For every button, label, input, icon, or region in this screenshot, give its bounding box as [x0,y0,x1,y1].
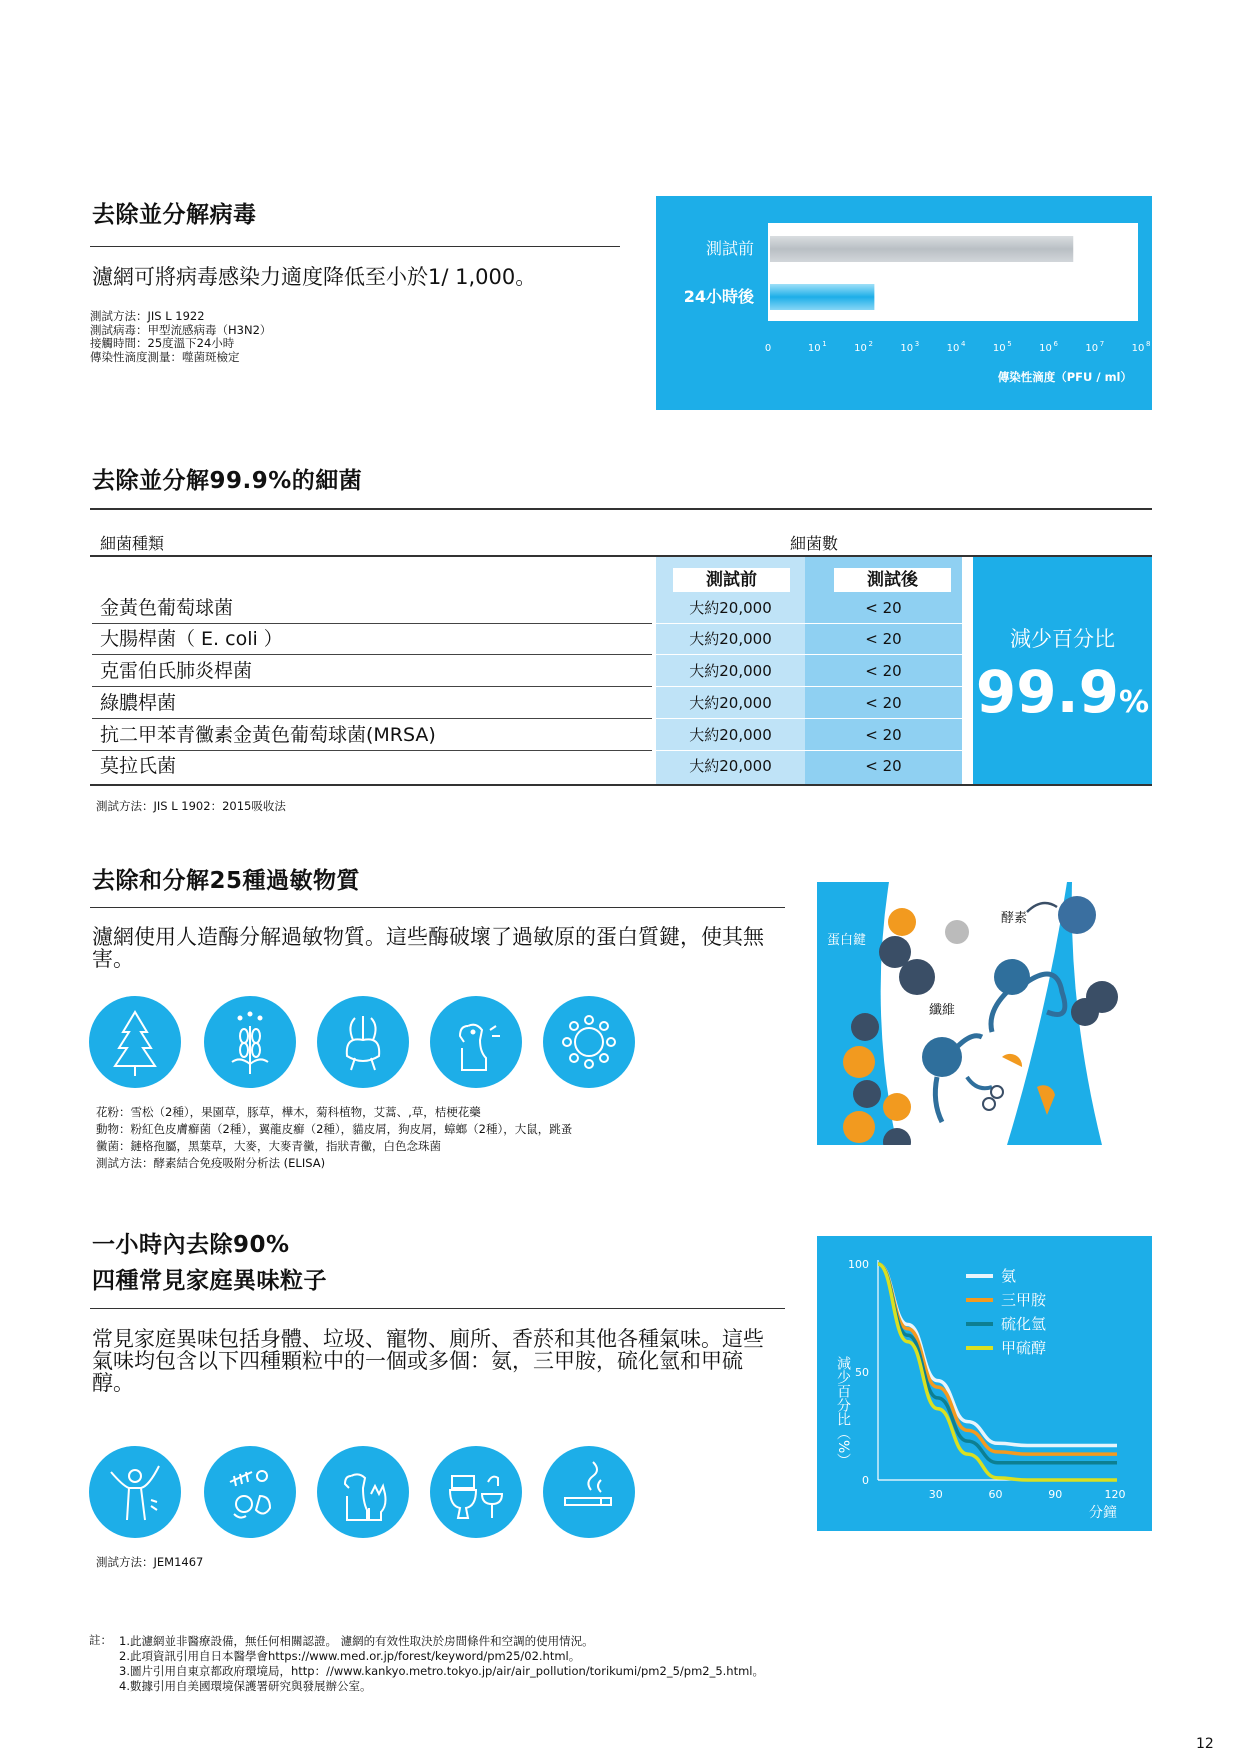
after-count: < 20 [805,755,962,785]
tree-icon [89,996,181,1088]
bacteria-rule-top [90,508,1152,510]
footer-prefix: 註： [89,1633,112,1647]
virus-tick-label: 10 [1085,343,1099,354]
virus-tick-exponent: 3 [914,340,920,348]
odor-legend-label: 三甲胺 [1001,1291,1047,1309]
virus-tick-exponent: 6 [1053,340,1058,348]
allergen-rule [90,907,785,908]
before-header: 測試前 [673,568,790,592]
odor-title-1: 一小時內去除90% [92,1232,290,1258]
odor-xtick: 90 [1048,1488,1063,1501]
reduction-number: 99.9 [975,658,1120,726]
before-count: 大約20,000 [656,597,805,627]
virus-tick-label: 10 [807,343,821,354]
virus-tick-exponent: 1 [822,340,827,348]
before-count: 大約20,000 [656,755,805,785]
bacteria-col-count: 細菌數 [790,534,839,553]
cell-divider [656,623,962,624]
before-count: 大約20,000 [656,660,805,690]
virus-tick-exponent: 8 [1146,340,1151,348]
cell-divider [656,686,962,687]
virus-tick-label: 10 [854,343,867,354]
virus-tick-label: 10 [1131,343,1145,354]
virus-tick-exponent: 2 [868,340,873,348]
label-fiber: 纖維 [929,1003,956,1018]
odor-xtick: 30 [928,1488,943,1501]
virus-bar-label: 24小時後 [683,287,754,306]
odor-xlabel: 分鐘 [1089,1505,1117,1521]
bacteria-name: 抗二甲苯青黴素金黃色葡萄球菌(MRSA) [100,724,436,746]
footer-note: 4.數據引用自美國環境保護署研究與發展辦公室。 [119,1679,372,1693]
odor-title-2: 四種常見家庭異味粒子 [92,1268,327,1294]
virus-tick-label: 10 [992,343,1006,354]
bacteria-name: 綠膿桿菌 [100,692,177,714]
bacteria-name: 大腸桿菌（ E. coli ） [100,628,283,650]
odor-xtick: 120 [1104,1488,1126,1501]
bacteria-name: 金黃色葡萄球菌 [100,597,234,619]
odor-series-line [878,1264,1117,1463]
after-count: < 20 [805,660,962,690]
odor-series-line [878,1264,1117,1480]
before-count: 大約20,000 [656,724,805,754]
odor-chart [817,1236,1152,1531]
allergen-note: 測試方法：酵素結合免疫吸附分析法 (ELISA) [96,1156,326,1170]
odor-lead: 常見家庭異味包括身體、垃圾、寵物、廁所、香菸和其他各種氣味。這些氣味均包含以下四種顆粒中的一個或多個：氨，三甲胺，硫化氫和甲硫醇。 [92,1327,764,1395]
virus-note: 測試方法：JIS L 1922 [90,309,205,323]
pets-icon [317,1446,409,1538]
after-count: < 20 [805,724,962,754]
virus-tick-exponent: 5 [1007,340,1012,348]
virus-tick-exponent: 7 [1099,340,1105,348]
allergen-notes [96,1104,572,1172]
after-count: < 20 [805,628,962,658]
cigarette-icon [543,1446,635,1538]
virus-tick-label: 10 [900,343,914,354]
odor-rule [90,1308,785,1309]
virus-lead: 濾網可將病毒感染力適度降低至小於1/ 1,000。 [92,265,537,289]
before-count: 大約20,000 [656,628,805,658]
allergen-note: 黴菌：鏈格孢屬，黑葉草，大麥，大麥青黴，指狀青黴，白色念珠菌 [96,1139,441,1153]
cell-divider [656,654,962,655]
virus-note: 接觸時間：25度溫下24小時 [90,336,235,350]
virus-xlabel: 傳染性滴度（PFU / ml） [997,370,1132,384]
odor-ylabel: 減少百分比（%） [835,1356,851,1468]
bacteria-method: 測試方法：JIS L 1902：2015吸收法 [96,799,286,813]
after-count: < 20 [805,692,962,722]
allergen-note: 動物：粉紅色皮膚癬菌（2種），翼龍皮癬（2種），貓皮屑，狗皮屑，蟑螂（2種），大鼠，跳蚤 [96,1122,573,1136]
reduction-unit: % [1119,685,1150,720]
before-count: 大約20,000 [656,692,805,722]
odor-chart-panel [817,1236,1152,1531]
virus-tick-label: 10 [1039,343,1052,354]
virus-note: 測試病毒：甲型流感病毒（H3N2） [90,322,272,337]
label-protein: 蛋白鍵 [827,933,867,948]
reduction-value [973,658,1152,726]
odor-legend-label: 硫化氫 [1001,1315,1047,1333]
footer-notes [119,1634,764,1694]
virus-tick-exponent: 4 [961,340,966,348]
row-divider [92,686,652,687]
row-divider [92,654,652,655]
footer-note: 2.此項資訊引用自日本醫學會https://www.med.or.jp/forest/keyword/pm25/02.html。 [119,1649,581,1663]
bacteria-col-type: 細菌種類 [100,534,165,553]
virus-chart-panel [656,196,1152,410]
dog-icon [430,996,522,1088]
virus-tick-label: 10 [946,343,960,354]
allergen-title: 去除和分解25種過敏物質 [92,868,361,894]
virus-tick-label: 0 [764,343,772,354]
garbage-icon [204,1446,296,1538]
odor-ytick: 0 [862,1474,869,1487]
bacteria-name: 莫拉氏菌 [100,755,177,777]
mold-icon [543,996,635,1088]
odor-ytick: 50 [855,1366,869,1379]
odor-ytick: 100 [848,1258,869,1271]
page-number: 12 [1196,1736,1214,1752]
allergen-note: 花粉：雪松（2種），果園草，豚草，樺木，菊科植物，艾蒿、,草，桔梗花藥 [96,1105,481,1119]
reduction-label: 減少百分比 [1010,627,1115,651]
odor-xtick: 60 [988,1488,1003,1501]
odor-legend-label: 甲硫醇 [1001,1339,1047,1357]
footer-note: 3.圖片引用自東京都政府環境局，http：//www.kankyo.metro.tokyo.jp/air/air_pollution/torikumi/pm2_5/pm2_5.html。 [119,1664,765,1678]
enzyme-product [1058,896,1096,934]
enzyme-illustration [817,882,1152,1145]
virus-notes [90,310,271,364]
virus-rule [90,246,620,247]
toilet-icon [430,1446,522,1538]
footer-note: 1.此濾網並非醫療設備，無任何相關認證。 濾網的有效性取決於房間條件和空調的使用情況。 [119,1634,594,1648]
virus-bar [770,236,1073,262]
cell-divider [656,718,962,719]
label-enzyme: 酵素 [1001,911,1028,926]
odor-legend-label: 氨 [1001,1267,1017,1285]
odor-method: 測試方法：JEM1467 [96,1555,204,1569]
person-icon [89,1446,181,1538]
after-count: < 20 [805,597,962,627]
bacteria-rule-bottom [90,784,1152,786]
after-header: 測試後 [834,568,951,592]
virus-title: 去除並分解病毒 [92,202,257,228]
virus-chart [656,196,1152,410]
odor-series-line [878,1264,1117,1454]
cell-divider [656,750,962,751]
bacteria-title: 去除並分解99.9%的細菌 [92,468,363,494]
allergen-lead: 濾網使用人造酶分解過敏物質。這些酶破壞了過敏原的蛋白質鍵，使其無害。 [92,925,764,971]
flower-icon [317,996,409,1088]
virus-note: 傳染性滴度測量：噬菌斑檢定 [90,349,240,364]
row-divider [92,718,652,719]
virus-bar [770,284,874,310]
grain-icon [204,996,296,1088]
bacteria-name: 克雷伯氏肺炎桿菌 [100,660,253,682]
odor-series-line [878,1264,1117,1445]
virus-bar-label: 測試前 [705,239,754,258]
